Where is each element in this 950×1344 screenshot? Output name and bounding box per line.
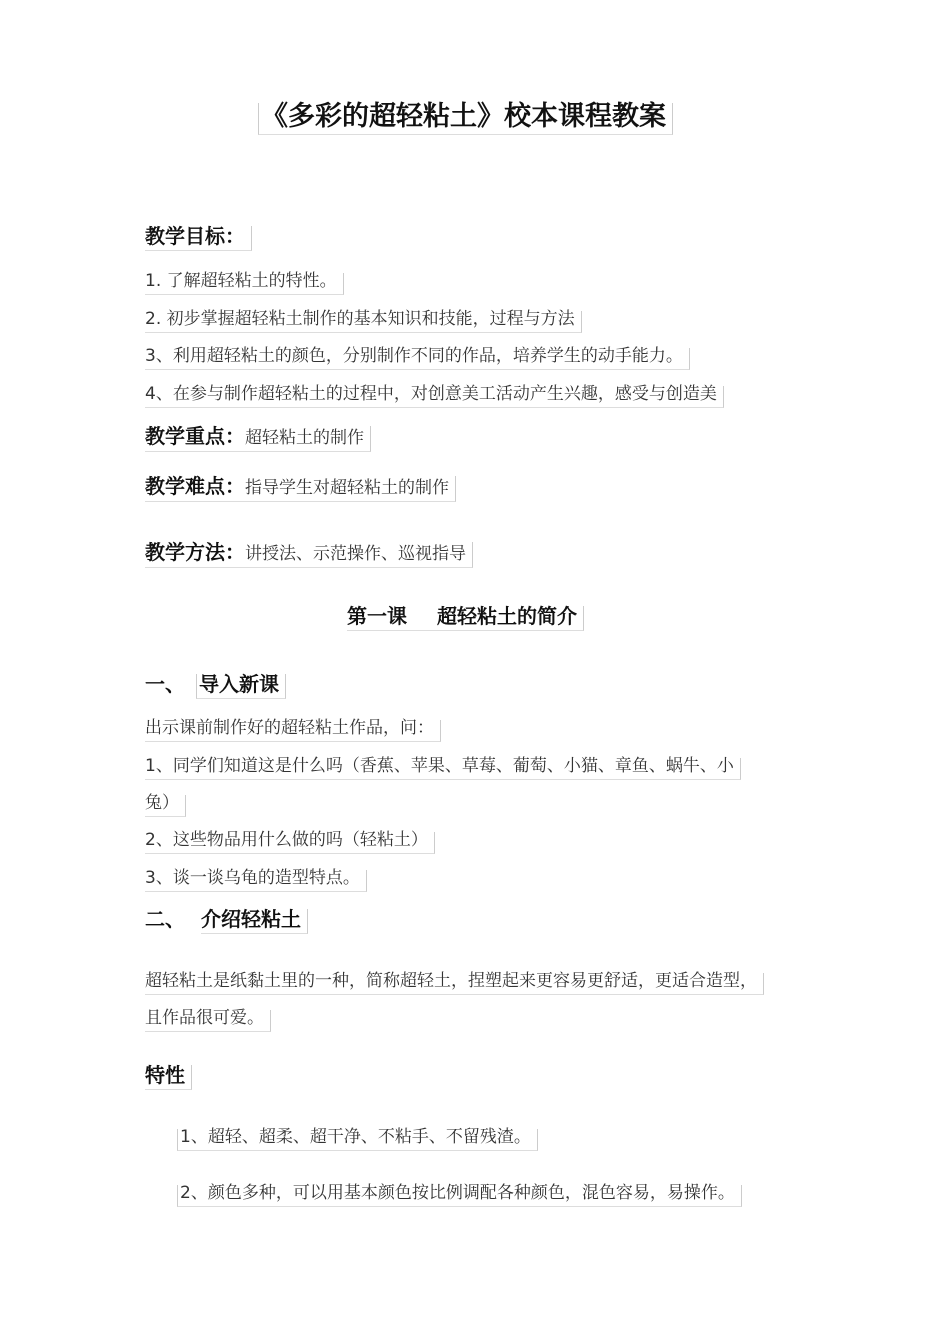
method-label: 教学方法： [145,540,245,564]
lesson-heading [347,606,584,631]
difficulty-line [145,476,456,502]
section2-paragraph-line-2: 且作品很可爱。 [145,1010,271,1032]
section2-numeral: 二、 [145,907,185,931]
difficulty-value: 指导学生对超轻粘土的制作 [245,478,449,498]
section1-question-1-line-2: 兔） [145,795,186,817]
objectives-heading: 教学目标： [145,226,252,251]
key-point-value: 超轻粘土的制作 [245,428,364,448]
lesson-number: 第一课 [347,604,407,628]
section1-heading: 导入新课 [196,674,286,699]
document-title: 《多彩的超轻粘土》校本课程教案 [258,103,673,135]
difficulty-label: 教学难点： [145,474,245,498]
objective-item-2: 2. 初步掌握超轻粘土制作的基本知识和技能，过程与方法 [145,311,582,333]
key-point-label: 教学重点： [145,424,245,448]
method-line [145,542,473,568]
objective-item-3: 3、利用超轻粘土的颜色，分别制作不同的作品，培养学生的动手能力。 [145,348,690,370]
section2-paragraph-line-1: 超轻粘土是纸黏土里的一种，简称超轻土，捏塑起来更容易更舒适，更适合造型， [145,973,764,995]
lesson-name: 超轻粘土的简介 [437,604,577,628]
section1-numeral: 一、 [145,672,185,696]
method-value: 讲授法、示范操作、巡视指导 [245,544,466,564]
section1-question-2: 2、这些物品用什么做的吗（轻粘土） [145,832,435,854]
section1-question-1-line-1: 1、同学们知道这是什么吗（香蕉、苹果、草莓、葡萄、小猫、章鱼、蜗牛、小 [145,758,741,780]
section1-question-3: 3、谈一谈乌龟的造型特点。 [145,870,367,892]
key-point-line [145,426,371,452]
section1-intro: 出示课前制作好的超轻粘土作品，问： [145,720,441,742]
property-item-2: 2、颜色多种，可以用基本颜色按比例调配各种颜色，混色容易，易操作。 [177,1185,742,1207]
objective-item-1: 1. 了解超轻粘土的特性。 [145,273,344,295]
section2-heading: 介绍轻粘土 [201,909,308,934]
objective-item-4: 4、在参与制作超轻粘土的过程中，对创意美工活动产生兴趣，感受与创造美 [145,386,724,408]
property-item-1: 1、超轻、超柔、超干净、不粘手、不留残渣。 [177,1129,538,1151]
properties-heading: 特性 [145,1065,192,1090]
